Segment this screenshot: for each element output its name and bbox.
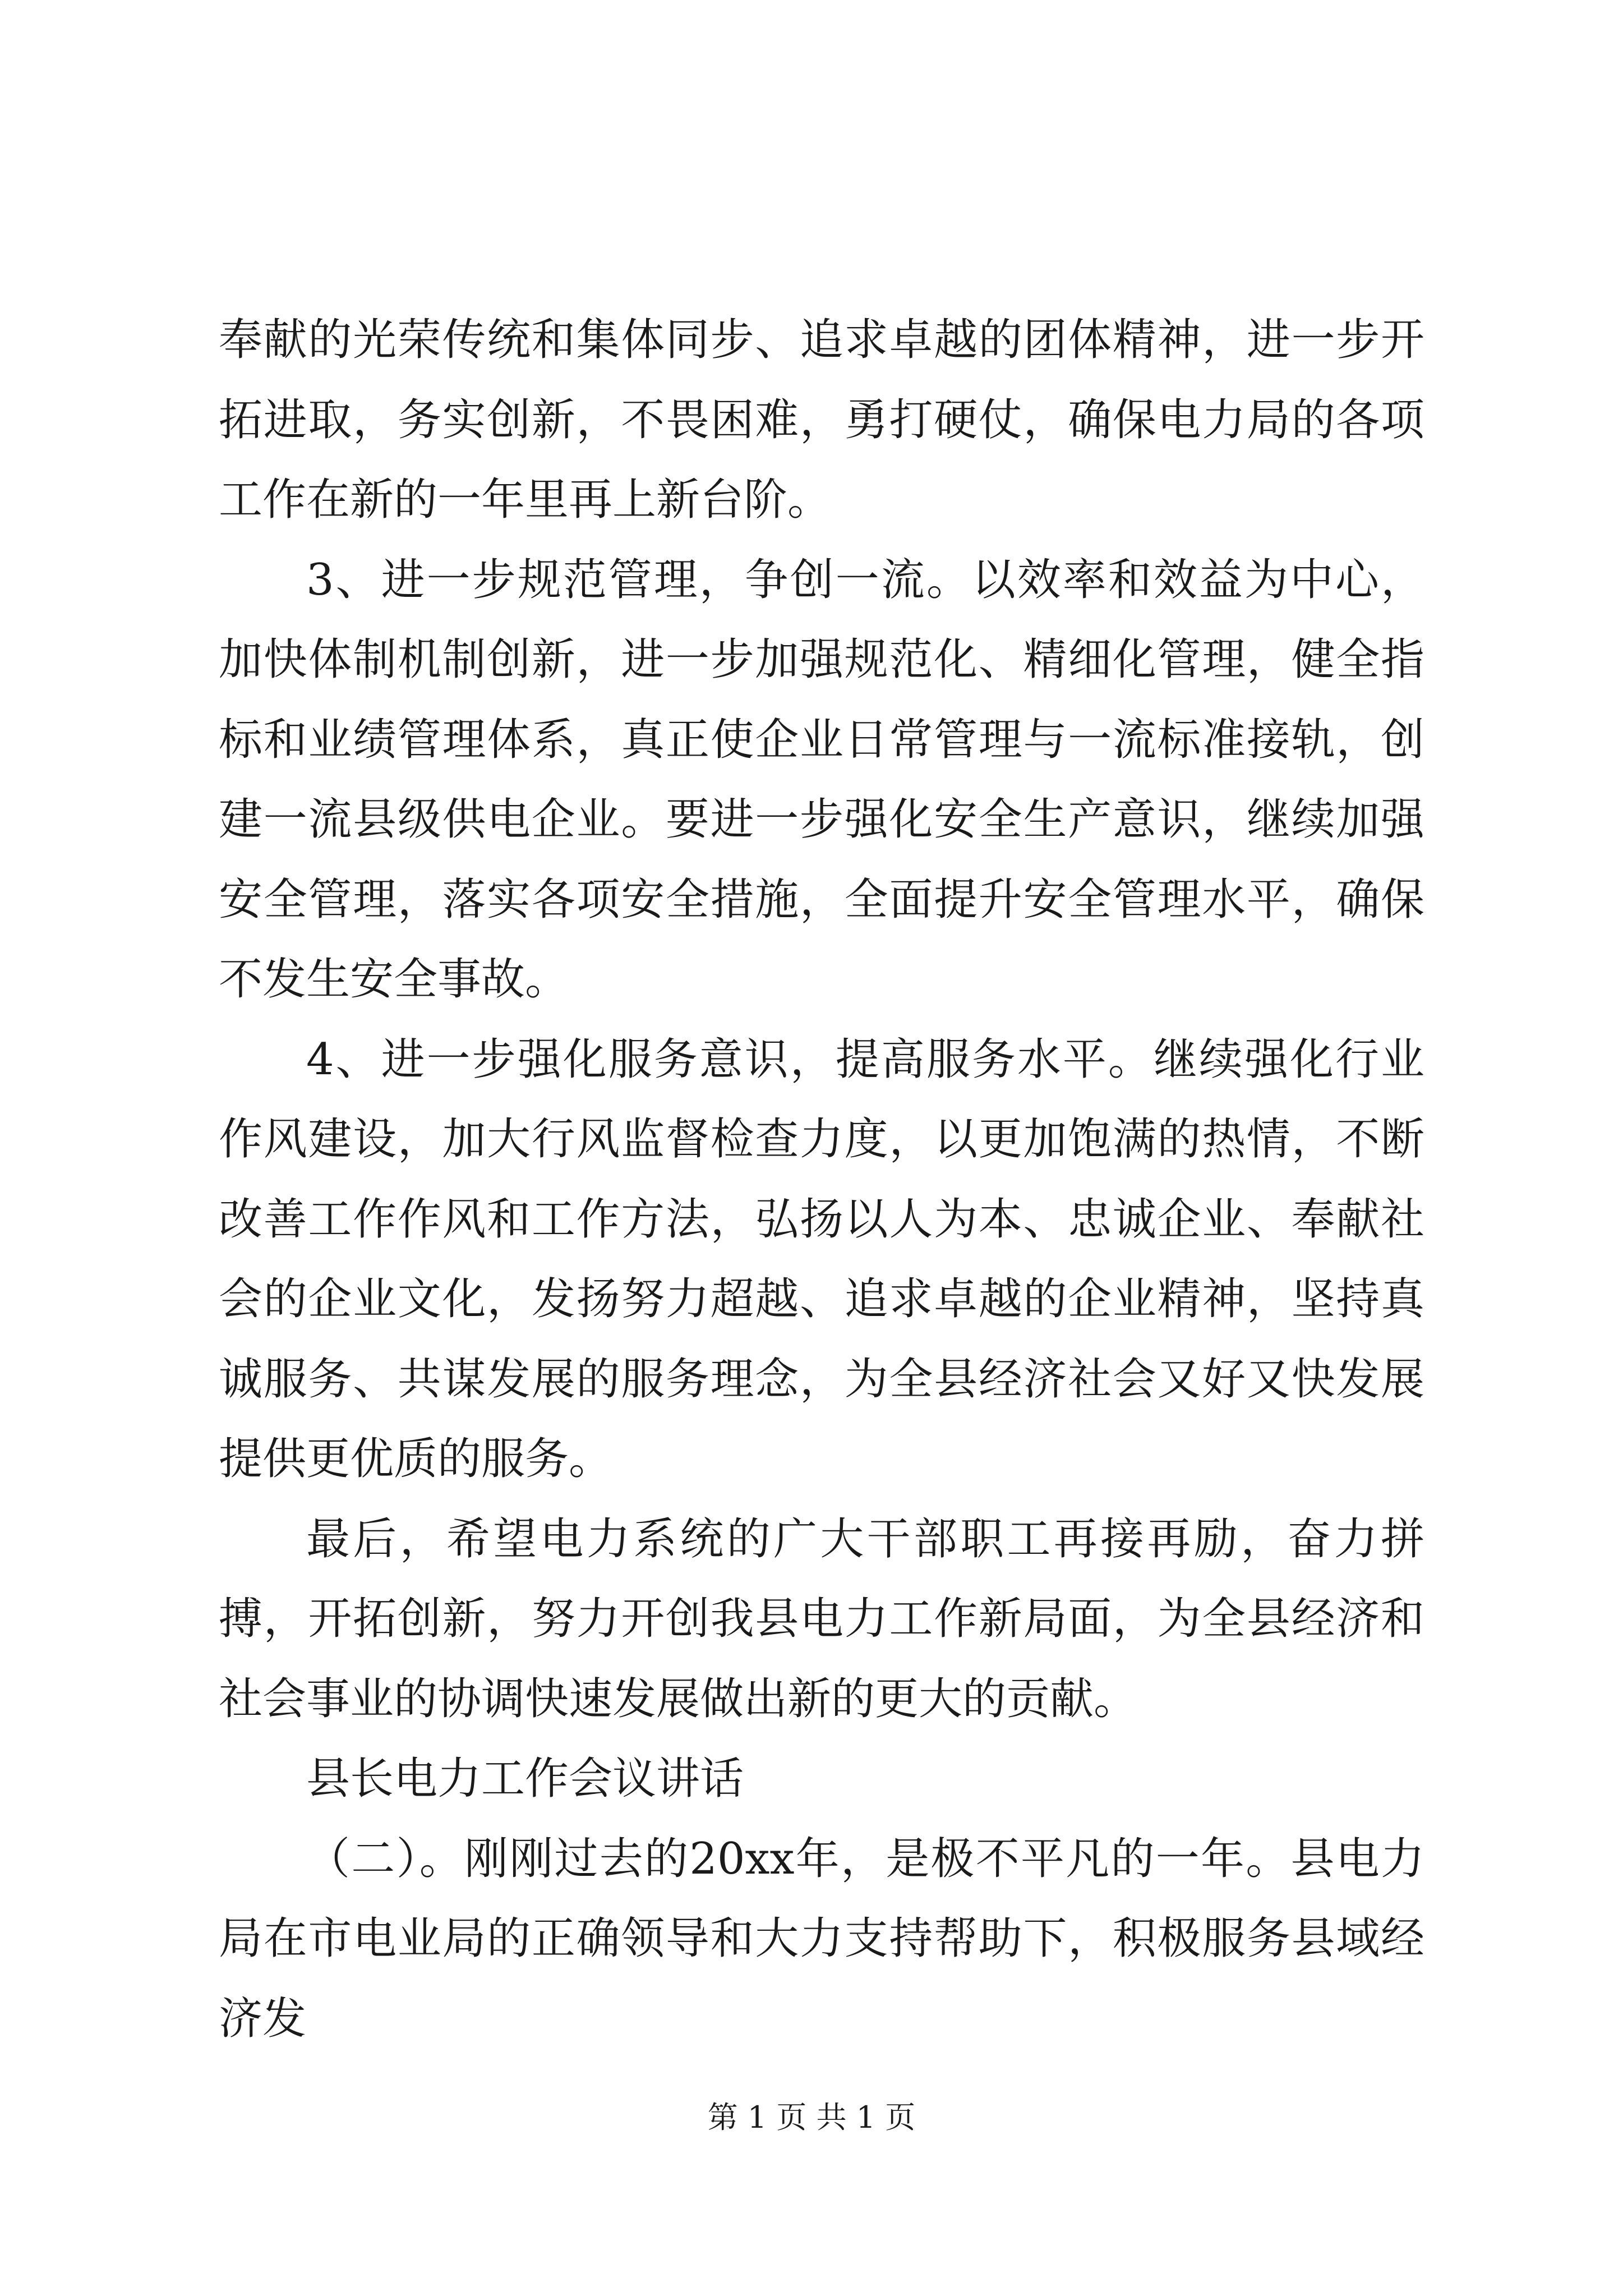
document-body: [219, 300, 1424, 2059]
paragraph-part-two: （二）。刚刚过去的20xx年，是极不平凡的一年。县电力局在市电业局的正确领导和大力支持帮助下，积极服务县域经济发: [219, 1833, 1424, 2044]
paragraph-continuation: 奉献的光荣传统和集体同步、追求卓越的团体精神，进一步开拓进取，务实创新，不畏困难，勇打硬仗，确保电力局的各项工作在新的一年里再上新台阶。: [219, 315, 1424, 525]
page-footer: 第 1 页 共 1 页: [707, 2100, 916, 2135]
section-title: 县长电力工作会议讲话: [306, 1754, 744, 1804]
paragraph-item-4: 4、进一步强化服务意识，提高服务水平。继续强化行业作风建设，加大行风监督检查力度，以更加饱满的热情，不断改善工作作风和工作方法，弘扬以人为本、忠诚企业、奉献社会的企业文化，发扬努力超越、追求卓越的企业精神，坚持真诚服务、共谋发展的服务理念，为全县经济社会又好又快发展提供更优质的服务。: [219, 1034, 1424, 1484]
paragraph-closing: 最后，希望电力系统的广大干部职工再接再励，奋力拼搏，开拓创新，努力开创我县电力工作新局面，为全县经济和社会事业的协调快速发展做出新的更大的贡献。: [219, 1513, 1424, 1724]
paragraph-item-3: 3、进一步规范管理，争创一流。以效率和效益为中心，加快体制机制创新，进一步加强规范化、精细化管理，健全指标和业绩管理体系，真正使企业日常管理与一流标准接轨，创建一流县级供电企业。要进一步强化安全生产意识，继续加强安全管理，落实各项安全措施，全面提升安全管理水平，确保不发生安全事故。: [219, 554, 1424, 1005]
